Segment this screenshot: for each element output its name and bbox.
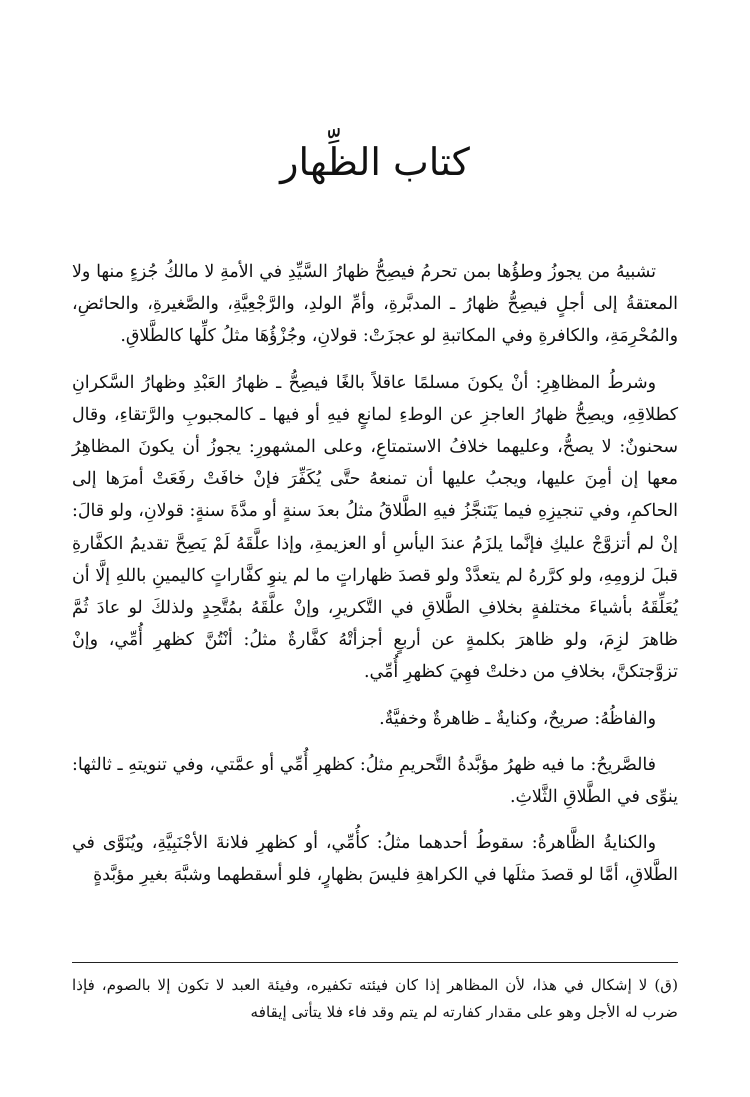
paragraph-implicit: والكنايةُ الظَّاهرةُ: سقوطُ أحدهما مثلُ: كأُمِّي، أو كظهرِ فلانةَ الأجْنَبِيَّةِ، ويُنَوَّى في الطَّلاقِ، أمَّا لو قصدَ مثلَها في الكراهةِ فليسَ بظهارٍ، فلو أسقطهما وشبَّهَ بغيرِ مؤبَّدةٍ bbox=[72, 833, 678, 886]
paragraph-definition: تشبيهُ من يجوزُ وطؤُها بمن تحرمُ فيصِحُّ ظهارُ السَّيِّدِ في الأمةِ لا مالكُ جُزءٍ منها ولا المعتقةُ إلى أجلٍ فيصِحُّ ظهارُ ـ المدبَّرةِ، وأمِّ الولدِ، والرَّجْعِيَّةِ، والصَّغيرةِ، والحائضِ، والمُحْرِمَةِ، والكافرةِ وفي المكاتبةِ لو عجزَتْ: قولانِ، وجُزْؤُهَا مثلُ كلِّها كالطَّلاقِ. bbox=[72, 262, 678, 347]
paragraph-explicit: فالصَّريحُ: ما فيه ظهرُ مؤبَّدةُ التَّحريمِ مثلُ: كظهرِ أُمِّي أو عمَّتي، وفي تنويتهِ ـ ثالثها: ينوِّى في الطَّلاقِ الثَّلاثِ. bbox=[72, 754, 678, 808]
chapter-title: كتاب الظِّهار bbox=[280, 140, 470, 184]
main-text bbox=[72, 256, 678, 906]
paragraph-conditions: وشرطُ المظاهِرِ: أنْ يكونَ مسلمًا عاقلاً بالغًا فيصِحُّ ـ ظهارُ العَبْدِ وظهارُ السَّكرانِ كطلاقِهِ، ويصِحُّ ظهارُ العاجزِ عن الوطءِ لمانعٍ فيهِ أو فيها ـ كالمجبوبِ والرَّتقاءِ، وقال سحنونٌ: لا يصحُّ، وعليهما خلافُ الاستمتاعِ، وعلى المشهورِ: يجوزُ أن يكونَ المظاهِرُ معها إن أمِنَ عليها، ويجبُ عليها أن تمنعهُ حتَّى يُكَفِّرَ فإنْ خافَتْ رفَعَتْ أمرَها إلى الحاكمِ، وفي تنجيزِهِ فيما يَتَنجَّزُ فيهِ الطَّلاقُ مثلُ بعدَ سنةٍ أو مدَّةَ سنةٍ: قولانِ، ولو قالَ: إنْ لم أتزوَّجْ عليكِ فإنَّما يلزَمُ عندَ اليأسِ أو العزيمةِ، وإذا علَّقَهُ لَمْ يَصِحَّ تقديمُ الكفَّارةِ قبلَ لزومِهِ، ولو كرَّرهُ لم يتعدَّدْ ولو قصدَ ظهاراتٍ ما لم ينوِ كفَّاراتٍ كاليمينِ باللهِ إلَّا أن يُعَلِّقَهُ بأشياءَ مختلفةٍ بخلافِ الطَّلاقِ في التَّكريرِ، وإنْ علَّقَهُ بمُتَّحِدٍ ولذلكَ لو عادَ ثُمَّ ظاهرَ لزِمَ، ولو ظاهرَ بكلمةٍ عن أربعٍ أجزأتْهُ كفَّارةٌ مثلُ: أنْتُنَّ كظهرِ أُمِّي، وإنْ تزوَّجتكنَّ، بخلافِ من دخلتْ فهِيَ كظهرِ أُمِّي. bbox=[72, 372, 678, 683]
paragraph-wording: والفاظُهُ: صريحٌ، وكنايةٌ ـ ظاهرةٌ وخفيَّةٌ. bbox=[379, 708, 656, 729]
footnote: (ق) لا إشكال في هذا، لأن المظاهر إذا كان فيئته تكفيره، وفيئة العبد لا تكون إلا بالصوم، فإذا ضرب له الأجل وهو على مقدار كفارته لم يتم وقد فاء فلا يتأتى إيقافه bbox=[72, 976, 678, 1021]
footnote-divider bbox=[72, 962, 678, 963]
